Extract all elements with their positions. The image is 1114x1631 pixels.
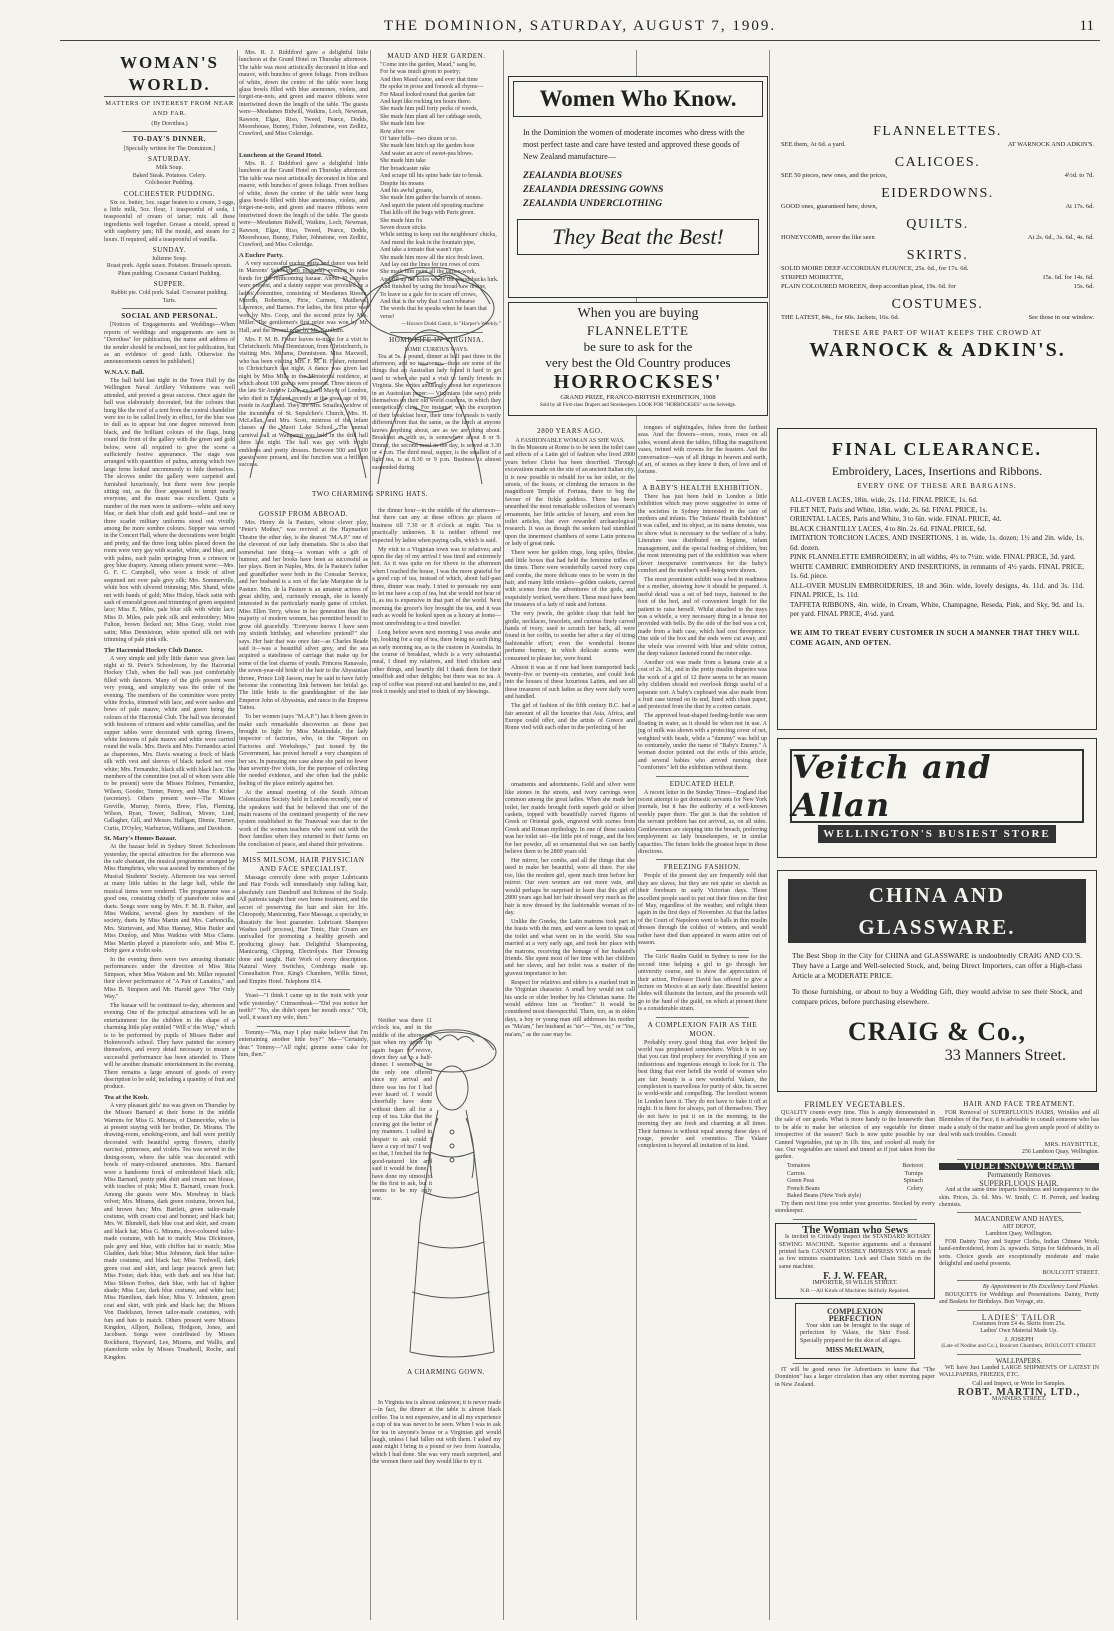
ad-warnock-foot: THESE ARE PART OF WHAT KEEPS THE CROWD AT xyxy=(833,328,1042,337)
ad-prize: GRAND PRIZE, FRANCO-BRITISH EXHIBITION, 1908 xyxy=(560,394,716,401)
clearance-title: FINAL CLEARANCE. xyxy=(831,439,1043,459)
warnock-heading: SKIRTS. xyxy=(906,248,969,263)
wallpapers-name: ROBT. MARTIN, LTD., xyxy=(957,1386,1081,1398)
warnock-price: 15s. 6d. for 14s. 6d. xyxy=(1042,274,1094,281)
poem-line: He spoke in prose and forsook all rhyme— xyxy=(380,84,484,91)
warnock-heading: QUILTS. xyxy=(906,217,969,232)
article-text: Respect for relatives and elders is a marked trait in the Virginian character. A small boy would not call his uncle or elder brother by his Christian name. He would address him as "brother." It would be considered most disrespectful. There, too, as in olden days, a boy or young man still addresses his mother as "Ma'am," her husband as "sir"—"Yes, sir," or "Yes, ma'am," as the case may be. xyxy=(505,979,635,1038)
article-text: There has just been held in London a little exhibition which may prove suggestive to some of the societies in Sydney interested in the care of mothers and infants. The "Infants' Health Exhibition" it was called, and its object, as its name denotes, was to show what is necessary to the welfare of a baby. Literature was distributed on hygiene, infant management, and the special feeding of children, but the most interesting part of the exhibition was where clever inexpensive contrivances for the baby's comfort and the mother's well-being were shown. xyxy=(638,493,767,574)
clearance-item: FILET NET, Paris and White, 18in. wide, 2s. 6d. FINAL PRICE, 1s. xyxy=(790,505,988,514)
veitch-banner: WELLINGTON'S BUSIEST STORE xyxy=(818,825,1056,843)
poem-line: "Come into the garden, Maud," sang he, xyxy=(380,62,477,68)
tailor-addr: (Late of Nodine and Co.), Boulcott Chambers, BOULCOTT STREET. xyxy=(941,1343,1097,1350)
article-text: A very simple and jolly little dance was given last night at St. Peter's Schoolroom, by the Hacronial Hockey Club, when the hall was just comfortably filled with dancers. Many of the girls present were very young, and simplicity was the order of the evening. The members of the committee wore pretty white frocks, trimmed with lace, and wore sashes and bows of pale mauve, white and green being the colours of the Hacronial Club. The hall was decorated with festoons of crimson and white camellias, and the supper tables were decorated with spring flowers, white festoons of pale mauve and white were carried round the walls. Mrs. Davis and Mrs. Fernandez acted as chaperones, Mrs. Davis wearing a frock of black silk with vest and sleeves of black tucked net over white; Mrs. Fernandez, black silk with black lace. The members of the committee (not all of whom were able to be present) were the Misses Holmes, Fernandez, Wilson, Gooder, Turner, Petrey, and Miss F. Kirker (secretary). Others present were—The Misses Greville, Murray, Norris, Brew, Flax, Fleming, Wilson, Ryan, Tower, Sullivan, Moore, Lind, Gallagher, Gill, and Messrs. Halligan, Dinnie, Turner, Curtis, D'Oyley, Warburton, Williams, and Davidson. xyxy=(104,655,235,832)
article-text: To her women (says "M.A.P.") has it been given to make such remarkable discoveries as those just brought to light by Miss Markindale, the lady inspector of factories, who, in the "Report on Factories and Workshops," just issued by the Government, has proved herself a very champion of her sex. In pursuing one case alone she paid no fewer than seventy-five visits, for the purpose of collecting the needed evidence, and she often had the public feeling of the place entirely against her. xyxy=(239,714,368,787)
ad-line: When you are buying xyxy=(577,306,699,321)
column-maud xyxy=(372,50,501,471)
poem-line: And scrape till his spine bade fair to break. xyxy=(380,173,484,180)
ad-item: ZEALANDIA UNDERCLOTHING xyxy=(523,199,663,209)
warnock-item: SOLID MOIRE DEEP ACCORDIAN FLOUNCE, 25s. 6d., for 17s. 6d. xyxy=(781,265,969,272)
column-2800-years xyxy=(505,425,635,1618)
warnock-price: See those in our window. xyxy=(1028,314,1094,321)
poem-line: Of 'tater hills—two dozen or so. xyxy=(380,136,458,143)
poem-line: She made him pull forty pecks of weeds, xyxy=(380,106,478,113)
warnock-price: 15s. 6d. xyxy=(1073,283,1094,290)
warnock-price-row xyxy=(775,233,1100,242)
ad-line: very best the Old Country produces xyxy=(545,355,731,370)
vegetable-item: Turnips xyxy=(904,1170,923,1177)
hats-drawing xyxy=(238,238,502,488)
article-text: People of the present day are frequently told that they are slaves, but they are not quite so slavish as their forebears in early Victorian days. Those excellent people used to put out their fires on the first of May, regardless of the weather, and relight them again in the first days of November. At that the ladies of the Court of Napoleon went to balls in thin muslin dresses through the coldest of winters, and would rather have died than appeared in warm attire out of season. xyxy=(638,873,767,946)
menu-line: Plum pudding. Cocoanut Custard Pudding. xyxy=(117,270,221,277)
article-heading: EDUCATED HELP. xyxy=(669,779,736,788)
poem-line: And that is the why that I can't rehearse xyxy=(380,299,476,305)
warnock-heading: COSTUMES. xyxy=(891,297,984,312)
article-text: Unlike the Greeks, the Latin matrons took part in the feasts with the men, and were as keen to speak of the toilet and what went on in the world. She was married at a very early age, and took her place with the matrons, receiving the homage of her husband's friends. She spent most of her time with her children and her slaves, and her toilet was a matter of the gravest importance to her. xyxy=(505,918,635,977)
article-text: Mrs. F. M. B. Fisher leaves to-night for a visit to Christchurch. Miss Dennistoun, from Christchurch, is visiting Mrs. Mirams, Dennistoun. Miss Maxwell, who has been visiting Mrs. F. M. B. Fisher, returned to Christchurch last night. A dance was given last night by Miss Mills in the Ministerial residence, at which about 100 guests were present. Three nieces of the late Sir Andrew Lusk, ex-Lord Mayor of London, who died in England recently at the great age of 99, reside in Auckland. They are Mrs. Smailes, widow of the incumbent of St. Sepulchre's Church, Mrs. H. McLellan, and Mrs. Scott, mistress of the infant classes at the Maori Lake School. The annual carnival ball at Wanganui was held in the drill hall there last night. The hall was gay with bright emblems and pretty dresses. Between 500 and 600 guests were present, and the function was a brilliant success. xyxy=(239,336,368,469)
supper-heading: SUPPER. xyxy=(153,280,186,289)
frimley-head: FRIMLEY VEGETABLES. xyxy=(804,1100,906,1109)
article-text: Tea at 5s. a pound, dinner at half past three in the afternoon, and no tea-rooms—these are some of the things that an Australian lady found it hard to get used to when she paid a visit to family friends in Virginia. She writes amusingly about her experiences in an Australian paper:— Virginians (she says) pride themselves on their old world customs, in which they energetically cling. For instance, with the exception of their breakfast hour, their time for meals is vastly different from that the same, as the lunch at anyone knows anything about, are as we are thing about. Breakfast as with us, is somewhere about 8 or 9. Dinner, the second meal in the day, is served at 3.30 or 4 p.m. The third meal, supper, is the smallest of a light tea, is at 8.30 or 9 p.m. Business is almost suspended during xyxy=(372,353,501,471)
tailor-head: LADIES' TAILOR xyxy=(981,1312,1057,1322)
article-text: Her mirror, her combs, and all the things that she used to make her beautiful, were all there. For she too, like the modern girl, spent much time before her mirror. Our own women are not more vain, and would perhaps be surprised to learn that this girl of 2800 years ago had her hair dressed very much as the hair is now dressed by the fashionable woman of to-day. xyxy=(505,858,635,916)
poem-heading: MAUD AND HER GARDEN. xyxy=(387,52,486,60)
article-text: At the bazaar held in Sydney Street Schoolroom yesterday, the special attraction for the afternoon was the cafe chantant, the musical programme arranged by Miss Humphries, who was assisted by members of the Musical Students' Society. Afternoon tea was served at many little tables in the large hall, while the musical items were rendered. The programme was a good one, consisting chiefly of pianoforte solos and duets. Songs were sung by Mrs. F. M. B. Fisher, and Miss Watkins, several glees by members of the society, duets by Miss Martin and Mrs. Carboncilla, Mrs. Sturtevant, and Miss Hannay, Miss Butler and Miss Dunlop, and Miss Watkins with Miss Clams. Miss Martin played a pianoforte solo, and Miss E. Hoby gave a violin solo. xyxy=(104,844,235,954)
ad-horrockses xyxy=(508,302,768,416)
ad-final-clearance xyxy=(777,428,1097,730)
warnock-item: PLAIN COLOURED MOREEN, deep accordian pleat, 19s. 6d. for xyxy=(781,283,956,290)
article-text: The very jewels, the golden clasp that held her girdle, necklaces, bracelets, and curious finely carved hands of ivory, used to scratch her back, all were found in her coffin, to soothe her after a day of tiring fashionable effort; even the wonderful bronze perfume burner, in which delicate scents were consumed to please her, were found. xyxy=(505,611,635,662)
china-text: To those furnishing, or about to buy a Wedding Gift, they would advise to see their Stock, and compare prices, before purchasing elsewhere. xyxy=(792,987,1082,1006)
poem-line: She made him mow all the nice fresh lawn, xyxy=(380,254,484,261)
masthead xyxy=(60,14,1100,41)
article-text: the dinner hour—in the middle of the afternoon—but there can any at these offices go places of business till 7.30 or 8 o'clock at night. Tea is practically unknown. It is neither offered nor expected by ladies when paying calls, which is said. xyxy=(372,508,501,544)
ad-title: Women Who Know. xyxy=(513,81,763,117)
complexion-name: MISS McELWAIN, xyxy=(825,1345,885,1354)
recipe-heading: COLCHESTER PUDDING. xyxy=(123,189,216,198)
article-text: In the evening there were two amusing dramatic performances under the direction of Miss Rita Simpson, when Miss Watson and Mr. Miller repeated their clever performance of "A Pair of Lunatics," and Miss B. Simpson and Mr. Harold gave "Her Only Way." xyxy=(104,956,235,1000)
article-text: The Girls' Realm Guild in Sydney is now for the second time helping a girl to go through her university course, and to show the appreciation of their action, Professor David has offered to give a lecture on Mexico at an early date. Beautiful lantern slides will illustrate the lecture, and the proceeds will go to the fund of the guild, on which at present there is a considerable strain. xyxy=(638,954,767,1013)
article-text: My visit to a Virginian town was to relatives; and upon the day of my arrival I was tired and extremely hot. As it was quite on for tibove to the afternoon when I reached the house, I was the more grateful for a good cup of tea, instead of which, about half-past three, dinner was ready. I tried to persuade my aunt to let me have a cup of tea, but she would not hear of it, as tea is expensive in that part of the world. Next morning the grocer's boy brought the tea, and it was such as would be looked upon as a luxury at home—most unrefreshing to a tired traveller. xyxy=(372,546,501,627)
sewing-small: N.B.—All Kinds of Machines Skilfully Repaired. xyxy=(800,1287,910,1294)
vegetable-item: Beetroot xyxy=(902,1163,923,1170)
poem-line: She made him gather the barrels of stones. xyxy=(380,195,482,202)
macandrew-addr: Lambton Quay, Wellington. xyxy=(985,1231,1053,1238)
column-virginia-cont xyxy=(372,508,501,1018)
hair-addr: 256 Lambton Quay, Wellington. xyxy=(1021,1148,1099,1155)
article-text: Yeast—"I think I came up in the train with your wife yesterday." Crimsonbeak—"Did you notice her teeth?" "No, she didn't open her mouth once." "Oh, well, it wasn't my wife, then." xyxy=(239,993,368,1022)
menu-note: [Specially written for The Dominion.] xyxy=(123,146,216,152)
article-heading: HOME LIFE IN VIRGINIA. xyxy=(389,335,484,344)
warnock-price-row xyxy=(775,202,1100,211)
clearance-item: ALL-OVER LACES, 18in. wide, 2s. 11d. FINAL PRICE, 1s. 6d. xyxy=(790,496,978,504)
article-text: In the Museum at Rome is to be seen the toilet case and effects of a Latin girl of fashion who lived 2800 years before Christ has been described. Through excavations made on the site of an ancient Italian city, it is now possible to rebuild for us her toilet, or the streets, of the feasts, or climbing the terraces to the magnificent Temple of Fortuna, there to beg the favour of the fickle goddess. There has been unearthed the most remarkable collection of woman's ornaments, her little articles of luxury, and even her toilet articles, that ever rewarded archaeological research. It was as though the seekers had stumbled upon the innermost chambers of some Latin princess or lady of great rank. xyxy=(505,445,635,548)
poem-line: And take a tomato that wasn't ripe. xyxy=(380,247,464,254)
menu-line: Roast pork. Apple sauce. Potatoes. Brussels sprouts. xyxy=(106,263,233,270)
column-rule xyxy=(503,50,504,1620)
warnock-item: SEE 50 pieces, new ones, and the prices, xyxy=(781,172,888,179)
vegetable-item: French Beans xyxy=(787,1185,820,1192)
warnock-heading: EIDERDOWNS. xyxy=(881,186,994,201)
vegetable-item: Tomatoes xyxy=(787,1163,811,1170)
vegetable-row xyxy=(775,1163,935,1171)
clearance-item: WHITE CAMBRIC EMBROIDERY AND INSERTIONS, in remnants of 4½ yards. FINAL PRICE, 1s. 6d. piece. xyxy=(790,562,1084,580)
ad-warnock-name: WARNOCK & ADKIN'S. xyxy=(809,339,1066,361)
warnock-price-row xyxy=(775,282,1100,291)
column-society-top xyxy=(239,50,368,150)
column-virginia-end xyxy=(372,1400,501,1618)
ads-subcolumn-right xyxy=(939,1098,1099,1618)
ad-brand: HORROCKSES' xyxy=(553,371,723,393)
poem-line: She made him plant all her cabbage seeds, xyxy=(380,113,482,120)
poem-line: And mend the leak in the fountain pipe, xyxy=(380,239,476,246)
article-heading: St. Mary's Homes Bazaar. xyxy=(104,835,177,843)
poem-credit: —Horace Dodd Gastit, in "Harper's Weekly." xyxy=(401,321,501,328)
poem-line: And then Maud came, and ever that time xyxy=(380,76,478,83)
article-text: Mrs. R. J. Riddiford gave a delightful little luncheon at the Grand Hotel on Thursday afternoon. The table was most artistically decorated in blue and mauve, with bunches of green foliage. From trellises of white, down the centre of the table were hung glass bowls filled with blue anemones, violets, and forget-me-nots, and green and mauve ribbons were intertwined down the length of the table. The guests were—Mesdames Bidwill, Watkins, Loch, Newman, Rawson, Elgar, Riso, Tweed, Pearce, Dodds, Moorehouse, Bunny, Fisher, Johnstone, von Zedlitz, Crawford, and Miss Coleridge. xyxy=(239,161,368,249)
poem-line: Her broadcaster rake xyxy=(380,165,430,172)
tailor-text2: Ladies' Own Material Made Up. xyxy=(980,1328,1058,1335)
sewing-name: F. J. W. FEAR, xyxy=(823,1270,887,1282)
vegetable-row xyxy=(775,1178,935,1186)
ad-women-who-know xyxy=(508,76,768,298)
warnock-item: THE LATEST, 84s., for 60s. Jackets, 16s. 6d. xyxy=(781,314,900,321)
wallpapers-addr: MANNERS STREET. xyxy=(992,1396,1046,1403)
article-text: In Virginia tea is almost unknown; it is never made—in fact, the dinner at the table is almost black coffee. Tea is not expensive, and in all my experience a cup of tea was never to be seen. When I was to ask for tea in anyone's house or a Virginian girl would laugh, unless I had fallen out with them. I asked my aunt might I bring in a pound or two from Australia, which I had done. She was very much surprised, and the women there said they would like to try it. xyxy=(372,1400,501,1466)
warnock-price-row xyxy=(775,313,1100,322)
article-text: Long before seven next morning I was awake and up, looking for a cup of tea, there being no such thing as early morning tea, as is the custom in Australia. In the course of breakfast, which is a very substantial meal, I dined my relatives, and fried chicken and other things, and heartily did I thank them for their unselfish and other delights; but there was no tea. A cup of coffee was poured out and handed to me, and I took it meekly and tried to think of my blessings. xyxy=(372,629,501,695)
frimley-text: QUALITY counts every time. This is amply demonstrated in the sale of our goods. What is more handy to the housewife than to be able to make her selection of any vegetable for dinner irrespective of the season? Such is now quite possible by our Canned Vegetables, put up in 1lb. tins, and cooked all ready for use. Our vegetables are raised and tinned as if just taken from the garden. xyxy=(775,1110,935,1161)
poem-line: The words that he speaks when he hears that verse! xyxy=(380,306,487,320)
wallpapers-text2: Call and Inspect, or Write for Samples. xyxy=(972,1381,1066,1388)
poem-line: Seven dozen sticks xyxy=(380,224,426,231)
article-text: Tommy—"Ma, may I play make believe that I'm entertaining another little boy?" Ma—"Certainly, dear." Tommy—"All right; gimme some cake for him, then." xyxy=(239,1029,368,1058)
clearance-item: PINK FLANNELETTE EMBROIDERY, in all widths, 4½ to 7½in. wide. FINAL PRICE, 3d. yard. xyxy=(790,553,1076,561)
article-heading: MISS MILSOM, HAIR PHYSICIAN AND FACE SPECIALIST. xyxy=(242,856,365,874)
clearance-sub: Embroidery, Laces, Insertions and Ribbons. xyxy=(831,464,1043,478)
vegetable-item: Green Peas xyxy=(787,1178,815,1185)
byline: (By Dorothea.) xyxy=(151,121,188,127)
warnock-price: At 2s. 6d., 3s. 6d., 4s. 6d. xyxy=(1027,234,1094,241)
clearance-sub2: EVERY ONE OF THESE ARE BARGAINS. xyxy=(857,482,1017,490)
hair-text: FOR Removal of SUPERFLUOUS HAIRS, Wrinkles and all Blemishes of the Face, it is advisable to consult someone who has made a study of the matter and has given ample proof of ability to deal with such troubles. Consult xyxy=(939,1110,1099,1139)
poem-line: That kills off the bugs with Paris green. xyxy=(380,210,475,217)
ad-line: be sure to ask for the xyxy=(583,339,693,354)
vegetable-item: Carrots xyxy=(787,1170,805,1177)
warnock-item: HONEYCOMB, never the like seen xyxy=(781,234,875,241)
china-addr: 33 Manners Street. xyxy=(944,1047,1066,1064)
menu-line: Rabbit pie. Cold pork. Salad. Cocoanut pudding. Tarts. xyxy=(111,290,228,304)
spring-hats-illustration xyxy=(238,238,502,498)
article-text: ornaments and adornments. Gold and silver were like stones in the streets, and ivory carvings were common among the great ladies. When she made her toilet, her maids brought forth superb gold or silver caskets, topped with beautifully carved figures of Greek or Oriental gods, engraved with scenes from Greek and Roman mythology. In one of these caskets was her toilet set—the little pot of rouge, and the box for her powder, all so ornamental that we can hardly believe them to be 2800 years old. xyxy=(505,782,635,856)
article-text: A recent letter in the Sunday Times—England that recent attempt to get domestic servants for New York journals, but it has the authority of a well-known weekly paper there. The gist is that the solution of the servant problem has not arrived, as, on all sides. Gentlewomen are stepping into the breach, preferring employment as lady housekeepers, or in similar capacities. The future holds the greatest hope in these directions. xyxy=(638,789,767,855)
warnock-rows xyxy=(775,124,1100,322)
warnock-price: AT WARNOCK AND ADKIN'S. xyxy=(1007,141,1094,148)
column-womans-world xyxy=(104,50,235,1620)
vegetable-item: Baked Beans (New York style) xyxy=(787,1193,862,1200)
menu-line: Milk Soup. xyxy=(155,165,183,171)
ad-complexion xyxy=(795,1303,915,1359)
article-heading: A BABY'S HEALTH EXHIBITION. xyxy=(642,483,763,492)
hats-caption: TWO CHARMING SPRING HATS. xyxy=(312,490,428,498)
masthead-title: THE DOMINION, SATURDAY, AUGUST 7, 1909. xyxy=(383,18,777,34)
poem-line: Despite his moans xyxy=(380,180,424,187)
sewing-sub: IMPORTER, 59 WILLIS STREET. xyxy=(812,1280,898,1287)
ad-item: ZEALANDIA BLOUSES xyxy=(523,171,622,181)
china-name: CRAIG & Co., xyxy=(847,1017,1027,1046)
menu-line: Colchester Pudding. xyxy=(145,180,194,186)
complexion-text: Your skin can be brought to the stage of perfection by Valaze, the Skin Food. Specially prepared for the skin of all ages. xyxy=(800,1322,910,1344)
clearance-item: TAFFETA RIBBONS, 4in. wide, in Cream, White, Champagne, Reseda, Pink, and Sky, 9d. and 1s. per yard. FINAL PRICE, 4½d. yard. xyxy=(790,600,1084,618)
poem-line: And finished by using the broad-saw divine, xyxy=(380,284,487,291)
violet-head: VIOLET SNOW CREAM xyxy=(939,1163,1099,1170)
article-subheading: A FASHIONABLE WOMAN AS SHE WAS. xyxy=(515,438,625,444)
page-number: 11 xyxy=(1079,18,1094,34)
poem-line: To leave us a gale for to scare off crows, xyxy=(380,291,478,298)
poem-line: She made him take xyxy=(380,158,426,165)
clearance-item: BLACK CHANTILLY LACES, 4 to 8in. 2s. 6d. FINAL PRICE, 6d. xyxy=(790,524,987,533)
recipe-text: Six oz. butter, 1oz. sugar beaten to a cream, 3 eggs, a little milk, 5oz. flour, 1 teaspoonful of soda, 1 teaspoonful of cream of tartar; mix all these ingredients well together. Grease a mould, spread it with raspberry jam; fill the mould, and steam for 2 hours. If required, add a teaspoonful of vanilla. xyxy=(104,199,235,243)
violet-sub: Permanently Removes xyxy=(987,1171,1051,1180)
warnock-item: SEE them, At 6d. a yard. xyxy=(781,141,846,148)
article-text: Another cot was made from a banana crate at a cost of 2s. 3d., and in the pretty muslin draperies was the work of a girl of 12 there seems to be no reason why children should not overlook things useful of a separate sort. A baby's cupboard was also made from a fruit case turned on its end, lined with clean paper, and protected from the dust by a cotton curtain. xyxy=(638,659,767,711)
tailor-text: Costumes from £4 4s. Skirts from 25s. xyxy=(972,1320,1066,1327)
poem-line: And squirt the patent old spouting machine xyxy=(380,202,484,209)
macandrew-name: MACANDREW AND HAYES, xyxy=(974,1215,1064,1224)
sewing-head: The Woman who Sews xyxy=(802,1223,908,1236)
article-text: Probably every good thing that ever helped the world was prophesied somewhere. Which is to say that you can find prophecy for everything if you are industrious and ingenious enough to look for it. The best thing that ever befell the world of women who are fair beauty is a new wonderful Valaze, the complexion is marvellous for purity of skin. Its secret is world-wide and compelling. The loveliest women in London have it. They do not have to bake it off at night. It is there for always, part of themselves. They do not have to put it on in the morning, in the morning they are fresh and charming at all times. Their fairness is without equal among these days of rouge, powder and cosmetics. The Valaze complexion is beyond all imitation of its kind. xyxy=(638,1039,767,1150)
article-text: tongues of nightingales, fishes from the farthest seas. And the flowers—roses, roses, roses on all sides, wound about the tables, filling the magnificent vases, twined with crowns for the feasters. And the conversation—was of all things in heaven and earth, of art, of scenes as they knew it then, of love and of fortune. xyxy=(638,425,767,476)
poem-line: And lay out the lines for ten rows of corn. xyxy=(380,261,481,268)
article-text: Almost it was as if one had been transported back twenty-five or twenty-six centuries, and could look into the houses of these luxurious Latins, and see all these treasures of such ladies as they were daily worn and handled. xyxy=(505,664,635,701)
column-baby-health xyxy=(638,425,767,1618)
hair-head: HAIR AND FACE TREATMENT. xyxy=(963,1100,1075,1108)
clearance-list xyxy=(778,496,1096,620)
article-heading: Luncheon at the Grand Hotel. xyxy=(239,152,323,159)
macandrew-sub: ART DEPOT, xyxy=(1002,1223,1036,1230)
article-text: A very successful euchre party and dance was held in Marsons' Schoolroom yesterday evening to raise funds for the forthcoming bazaar. About 40 couples were present, and a dainty supper was provided by a ladies' committee, consisting of Mesdames Rieson, Morrah, Robertson, Pirie, Carmen, Matthews, Lawrence, and Barnes. For ladies, the first prize was won by Mrs. Coop, and the second prize by Mrs. Miller. The gentlemen's first prize was won by Mr. Hall, and the second prize by Mr. Gardham. xyxy=(239,260,368,334)
appointment: By Appointment to His Excellency Lord Plunket. xyxy=(982,1284,1099,1291)
article-text: The bazaar will be continued to-day, afternoon and evening. One of the principal attractions will be an entertainment for the children in the shape of a charming little play entitled "Will o' the Wisp," which is to be performed by pupils of Misses Baber and Holmwood's school. They have painted the scenery themselves, and every detail necessary to ensure a successful performance has been attended to. There will be another dramatic entertainment in the evening. There remains a large amount of goods of every description to be sold, including a quantity of fruit and produce. xyxy=(104,1002,235,1091)
clearance-item: ORIENTAL LACES, Paris and White, 3 to 6in. wide. FINAL PRICE, 4d. xyxy=(790,515,1002,523)
sunday-heading: SUNDAY. xyxy=(152,245,187,254)
poem-line: She made him hitch up the garden hose xyxy=(380,143,475,150)
poem-line: She made him fix xyxy=(380,217,423,224)
ad-veitch-allan xyxy=(777,738,1097,858)
vegetable-item: Celery xyxy=(907,1185,923,1192)
ad-intro: In the Dominion the women of moderate incomes who dress with the most perfect taste and care have tested and approved these goods of New Zealand manufacture— xyxy=(523,128,745,161)
poem-line: She made him hoe xyxy=(380,121,425,128)
column-rule xyxy=(769,50,770,1620)
menu-heading: TO-DAY'S DINNER. xyxy=(132,135,207,143)
poem-line: And kept like rocking ten hours there. xyxy=(380,99,472,106)
violet-text: And at the same time imparts freshness and transparency to the skin. Prices, 2s. 6d. Mrs. W. Smith, C. H. Perrett, and leading chemists. xyxy=(939,1187,1099,1209)
article-text: Massage correctly done with proper Lubricants and Hair Foods will immediately stop falling hair, absolutely cure Dandruff and Itchiness of the Scalp. All patients taught their own home treatment, and the secret of preserving the hair and skin for life. Chiropody, Manicuring, Face Massage, a specialty, to dissatisfy the best guarantee. Lubricant Shampoo Washes (self process), Hair Tonic, Hair Cream are unrivalled for promoting a healthy growth and producing glossy hair. Delightful Shampooing, Manicuring, Clipping, Electrolysis. Hair Dressing done and taught. Hair Work of every description. Natural Wavy Switches, Combings made up. Consultation Free. King's Chambers, Willis Street, and Empire Hotel. Telephone 814. xyxy=(239,875,368,985)
vegetable-row xyxy=(775,1193,935,1201)
complexion-head: COMPLEXION PERFECTION xyxy=(827,1307,883,1324)
poem-line: While setting to keep out the neighbours' chicks, xyxy=(380,232,497,239)
poem-line: For Maud looked round that garden fair xyxy=(380,91,476,98)
article-heading: W.N.A.V. Ball. xyxy=(104,368,145,376)
ad-item: ZEALANDIA DRESSING GOWNS xyxy=(523,185,664,195)
clearance-item: IMITATION TORCHON LACES, AND INSERTIONS, 1 in. wide, 1s. dozen; 1½ and 2in. wide, 1s. 6d. dozen. xyxy=(790,534,1084,552)
article-text: The girl of fashion of the fifth century B.C. had a fair amount of all the luxuries that Asia, Africa, and Europe could offer, and the artists of Greece and Rome vied with each other in the perfecting of her xyxy=(505,703,635,732)
wallpapers-text: WE have Just Landed LARGE SHIPMENTS OF LATEST IN WALLPAPERS, FRIEZES, ETC. xyxy=(939,1364,1099,1379)
article-text: Mrs. R. J. Riddiford gave a delightful little luncheon at the Grand Hotel on Thursday afternoon. The table was most artistically decorated in blue and mauve, with bunches of green foliage. From trellises of white, down the centre of the table were hung glass bowls filled with blue anemones, violets, and forget-me-nots, and green and mauve ribbons were intertwined down the length of the table. The guests were—Mesdames Bidwill, Watkins, Loch, Newman, Rawson, Elgar, Riso, Tweed, Pearce, Dodds, Moorehouse, Bunny, Fisher, Johnstone, von Zedlitz, Crawford, and Miss Coleridge. xyxy=(239,50,368,138)
warnock-price-row xyxy=(775,140,1100,149)
ad-china-glassware xyxy=(777,870,1097,1092)
frimley-foot: Try them next time you order your groceries. Stocked by every storekeeper. xyxy=(775,1200,935,1215)
article-heading: FREEZING FASHION. xyxy=(663,863,742,872)
warnock-price-row xyxy=(775,264,1100,273)
article-heading: A COMPLEXION FAIR AS THE MOON. xyxy=(647,1020,758,1038)
poem-line: And water an acre of sweet-pea blows. xyxy=(380,150,474,157)
warnock-item: STRIPED MOIRETTE, xyxy=(781,274,844,281)
article-subheading: SOME CURIOUS WAYS. xyxy=(404,346,469,353)
ad-tagline: They Beat the Best! xyxy=(517,219,759,255)
charming-gown-illustration xyxy=(390,1022,502,1378)
violet-sub2: SUPERFLUOUS HAIR. xyxy=(979,1178,1059,1188)
gown-caption: A CHARMING GOWN. xyxy=(407,1368,485,1376)
veitch-logo-frame xyxy=(790,749,1084,823)
article-text: The ball held last night in the Town Hall by the Wellington Naval Artillery Volunteers was well attended, and proved a great success. Once again the hall was elaborately decorated, but the colours that hung like the roof of a tent from the central chandelier were too to be called lively in effect, for the blue was to dull as to appear but one degree removed from black, and the brilliant colours of the flags, hung round the front of the gallery with the green and gold below, were all required to give the scene a sufficiently festive appearance. The stage was arranged with quantities of palms, among which two large ferns looked uncommonly to hide themselves. The alcoves under the gallery were carpeted and furnished luxuriously, but there were few people sitting out, as the floor appeared to tempt nearly everyone, and the music was excellent. Quite a number of the men were in uniform—white and navy blue, or dark blue cloth and gold braid—and one or three scarlet military uniforms stood out vividly among the more sombre colours. Supper was served in the Concert Hall, where the decorations were bright and pretty, and the three long tables placed down the room were very gay with scarlet, white, and blue, and with palms, each palm springing from a crimson or grey blue drapery. Among others present were:—Mrs. G. F. C. Campbell, who wore a frock of silver sequined net over pale grey silk; Mrs. Sommerville, white box with silvered trimming; Mrs. Shand, white net with bands of gold; Miss Hislop, black satin with sash of emerald green and trimming of green sequined lace; Miss E. Miles, pale blue silk with white lace; Miss D. Miles, pale pink silk and embroidery; Miss Fulton, brown flecked net; Miss Gray, violet rose satin; Miss Dennistoun, white spotted silk net with trimming of pale pink silk. xyxy=(104,377,235,644)
bouquets-text: BOUQUETS for Weddings and Presentations. Dainty, Pretty and Baskets for Birthdays. Bon Voyage, etc. xyxy=(939,1291,1099,1306)
social-note: [Notices of Engagements and Weddings—When reports of weddings and engagements are sent to "Dorothea" for publication, the name and address of the sender should be enclosed, not for publication, but as an evidence of good faith. Otherwise the announcements cannot be published.] xyxy=(104,322,235,366)
menu-line: Baked Steak. Potatoes. Celery. xyxy=(132,172,207,179)
saturday-heading: SATURDAY. xyxy=(148,155,191,163)
poem-line: For he was much given to poetry; xyxy=(380,69,461,76)
warnock-price-row xyxy=(775,273,1100,282)
vegetable-item: Spinach xyxy=(903,1178,923,1185)
vegetable-row xyxy=(775,1171,935,1179)
wallpapers-head: WALLPAPERS. xyxy=(995,1356,1043,1365)
article-text: Neither was there 11 o'clock tea, and in the middle of the afternoon, just when my upper lip again began to revive, down they sat to a half-dinner. I seemed to be the only one offered since my arrival and there was tea for I had ever heard of. I would cheerfully have done without them all for a cup of tea. Like that the craving got the better of my manners. I called in despair to ask could I have a cup of tea? I was so that, I fetched the few good-natured kin and said it would be done. I have done my utmost to be the first to ask, but it seems to be my only one. xyxy=(372,1018,432,1202)
warnock-heading: FLANNELETTES. xyxy=(873,124,1002,139)
footad-text: IT will be good news for Advertisers to know that "The Dominion" has a larger circulation than any other morning paper in New Zealand. xyxy=(775,1367,935,1388)
china-text: The Best Shop in the City for CHINA and GLASSWARE is undoubtedly CRAIG AND CO.'S. They have a Large and Well-selected Stock, and, being Direct Importers, can offer a High-class Article at a MODERATE PRICE. xyxy=(792,951,1082,980)
ad-small: Sold by all First-class Drapers and Storekeepers. LOOK FOR "HORROCKSES" on the Selvedge. xyxy=(539,403,737,408)
sewing-text: Is invited to Critically Inspect the STANDARD ROTARY SEWING MACHINE. Superior arguments and a thousand printed facts CANNOT POSSIBLY IMPRESS YOU as much as few minutes examination. Lock and Chain Stitch on the same machine. xyxy=(779,1234,931,1270)
article-heading: Tea at the Kosh. xyxy=(104,1093,149,1101)
poem-line: And fill up the holes where the woodchucks lurk. xyxy=(380,276,499,283)
ads-subcolumn-left xyxy=(775,1098,935,1618)
section-title: WOMAN'S WORLD. xyxy=(104,52,235,97)
article-heading: A Euchre Party. xyxy=(239,251,284,259)
veitch-logo: Veitch and Allan xyxy=(792,748,992,824)
china-title: CHINA AND GLASSWARE. xyxy=(788,879,1086,943)
article-heading: The Hacronial Hockey Club Dance. xyxy=(104,646,203,654)
ad-sewing xyxy=(775,1223,935,1299)
article-text: Mrs. Henry de la Pasture, whose clever play, "Peter's Mother," was revived at the Haymarket Theatre the other day, is the dearest "M.A.P." one of the cleverest of our lady dramatists. She is also that somewhat rare thing—a woman with a gift of humour, and her books have been as successful as her plays. Born in Naples, Mrs. de la Pasture's father and grandfather were both in the Consular Service, and her husband is a son of the late Marquise de la Pasture. Mrs. de la Pasture is an amateur actress of great ability, and, curiously enough, she is keenly interested in the particularly manly game of cricket. Miss Ellen Terry, whose in her generation than the majority of modern women, has permitted herself to grow old gracefully. "Everyone knows I have seen my sixtieth birthday, and wherefore pretend?" she says. Her hair that was once fair—as Charles Reade said it—was a beautiful silver grey, and the sea acquired a stateliness of carriage that make up for some of the lost charms of youth. Princess Ranavalo, the seven-year-old bride of the heir to the Abyssinian throne, Prince Lidj Jasson, may be said to have fairly become the connecting link between her bridal go. The little bride is the granddaughter of the late Emperor John of Abyssinia, and niece to the Empress Taitou. xyxy=(239,520,368,712)
tailor-name: J. JOSEPH xyxy=(1004,1335,1034,1343)
ad-line: FLANNELETTE xyxy=(587,323,689,338)
warnock-heading: CALICOES. xyxy=(894,155,981,170)
ad-warnock-adkins xyxy=(775,118,1100,418)
warnock-price-row xyxy=(775,171,1100,180)
gown-drawing xyxy=(390,1022,502,1367)
article-text: There were her golden rings, long spiles, fibulae, and little boxes that had held the feminine trifles of the times. There were wonderfully carved ivory cups and combs, the more delicate ones to be worn in the hair, and many little trinkets—golden caskets, carved with scenes from the adventures of the gods, and exquisitely worked, were there. These must have been the treasures of a lady of rank and fortune. xyxy=(505,550,636,609)
clearance-item: ALL-OVER MUSLIN EMBROIDERIES, 18 and 36in. wide, lovely designs, 4s. 11d. and 3s. 11d. FINAL PRICE, 1s. 11d. xyxy=(790,581,1084,599)
article-text: The approved boat-shaped feeding-bottle was seen floating in water, as it should be when not in use. A jug of milk was shown with a protecting cover of net, weighted with beads, while a "dummy" was held up to contumely, under the name of "Baby's Enemy." A woman doctor pointed out the evils of this article, and several babies who arrived nursing their "comforters" left the exhibition without them. xyxy=(638,713,767,772)
poem-line: And his awful groans, xyxy=(380,187,433,194)
hair-name: MRS. HAYBITTLE, xyxy=(1044,1141,1099,1149)
vegetable-list xyxy=(775,1163,935,1201)
macandrew-text: FOR Dainty Tray and Supper Cloths, Indian Chinese Work; hand-embroidered, from 2s. upwards. Strips for Sideboards, in all sorts. Choice goods are exceptionally moderate and make delightful and useful presents. xyxy=(939,1238,1099,1267)
article-heading: 2800 YEARS AGO. xyxy=(537,427,603,435)
column-gossip xyxy=(239,508,368,1618)
warnock-price: 4½d. to 7d. xyxy=(1064,172,1094,179)
macandrew-foot: BOULCOTT STREET. xyxy=(1042,1269,1099,1276)
article-text: A very pleasant girls' tea was given on Thursday by the Misses Barnard at their home in the middle Warrens for Miss G. Mirams, of Dannevirke, who is at present staying with her brother, Dr. Mirams. The drawing-room, smoking-room, and hall were prettily decorated with beautiful spring flowers, chiefly narcissi, primroses, and violets. Tea was served in the dining-room, where the table was decorated with bowls of many-coloured anemones. Mrs. Barnard wore a handsome frock of embroidered black silk; Miss Barnard, pretty pink shirt and cream net blouse, with touches of pink; Miss E. Barnard, cream frock. Among the guests were Mrs. Mowbray in black velvet; Mrs. Mirams, dark green costume, brown hat, and brown furs; Mrs. Bartlett, green tailor-made costume, with cream coat and bonnet; and black hat; Mrs. W. Blundell, dark blue coat and skirt, and cream and black hat; Miss G. Mirams, dove-coloured tailor-made costume, with hat to match; Miss Dickinson, pale grey and blue, with chiffon hat to match; Miss Gladden, dark blue; Miss Johnston, dark blue tailor-made costume, and black hat; Miss Tredwell, dark green coat and skirt, and large peacock green hat; Miss Foster, dark blue, with dark and sea blue hat; Miss Sibson Forbes, dark blue, with hat of lighter shade; Miss Lee, dark blue costume, and white hat; Miss Hamilton, dark blue; Miss V. Johnston, green coat and skirt, with pink and black hat; the Misses Von Dadelszen, brown tailor-made costumes, with furs and hats to match. Others present were Misses Kingdon, Allport, Bolleau, Hodgson, Jones, and Jacobsen. Songs were contributed by Misses Rockhurst, Hayward, Lee, Mirams, and Wallis, and pianoforte solos by Misses Treadwell, Roche, and Kingdon. xyxy=(104,1102,235,1361)
warnock-item: GOOD ones, guaranteed here, down, xyxy=(781,203,878,210)
article-heading: GOSSIP FROM ABROAD. xyxy=(258,510,349,518)
ads-column xyxy=(775,50,1100,1620)
warnock-price: At 17s. 6d. xyxy=(1065,203,1094,210)
clearance-aim: WE AIM TO TREAT EVERY CUSTOMER IN SUCH A MANNER THAT THEY WILL COME AGAIN, AND OFTEN. xyxy=(790,628,1080,647)
section-subtitle: MATTERS OF INTEREST FROM NEAR AND FAR. xyxy=(105,100,234,117)
menu-line: Julienne Soup. xyxy=(151,255,188,262)
article-text: At the annual meeting of the South African Colonization Society held in London recently, one of the speakers said that he believed that one of the main reasons of the continued prosperity of the new system established in the Transvaal was due to the work of the women teachers who went out with the Boer families when they returned to their farms on the conclusion of peace, and shared their privations. xyxy=(239,789,368,848)
article-text: The most prominent exhibit was a bed in readiness for a mother, showing how it should be prepared. A useful detail was a set of bed trays, fastened to the foot of the bed, and of convenient length for the patient to raise herself. Whilst attached to the trays was a whistle, a very necessary thing in a house not provided with bells. By the side of the bed was a cot, made from a bath case, which had cost threepence. One side of the box and the ends were cut away, and the whole was covered with blue and white cotton, the deep valance fastened round the outer edge. xyxy=(638,576,767,657)
social-heading: SOCIAL AND PERSONAL. xyxy=(121,312,218,321)
poem-line: She made him paint all the lattice-work, xyxy=(380,269,477,276)
poem-line: Row after row xyxy=(380,128,415,135)
